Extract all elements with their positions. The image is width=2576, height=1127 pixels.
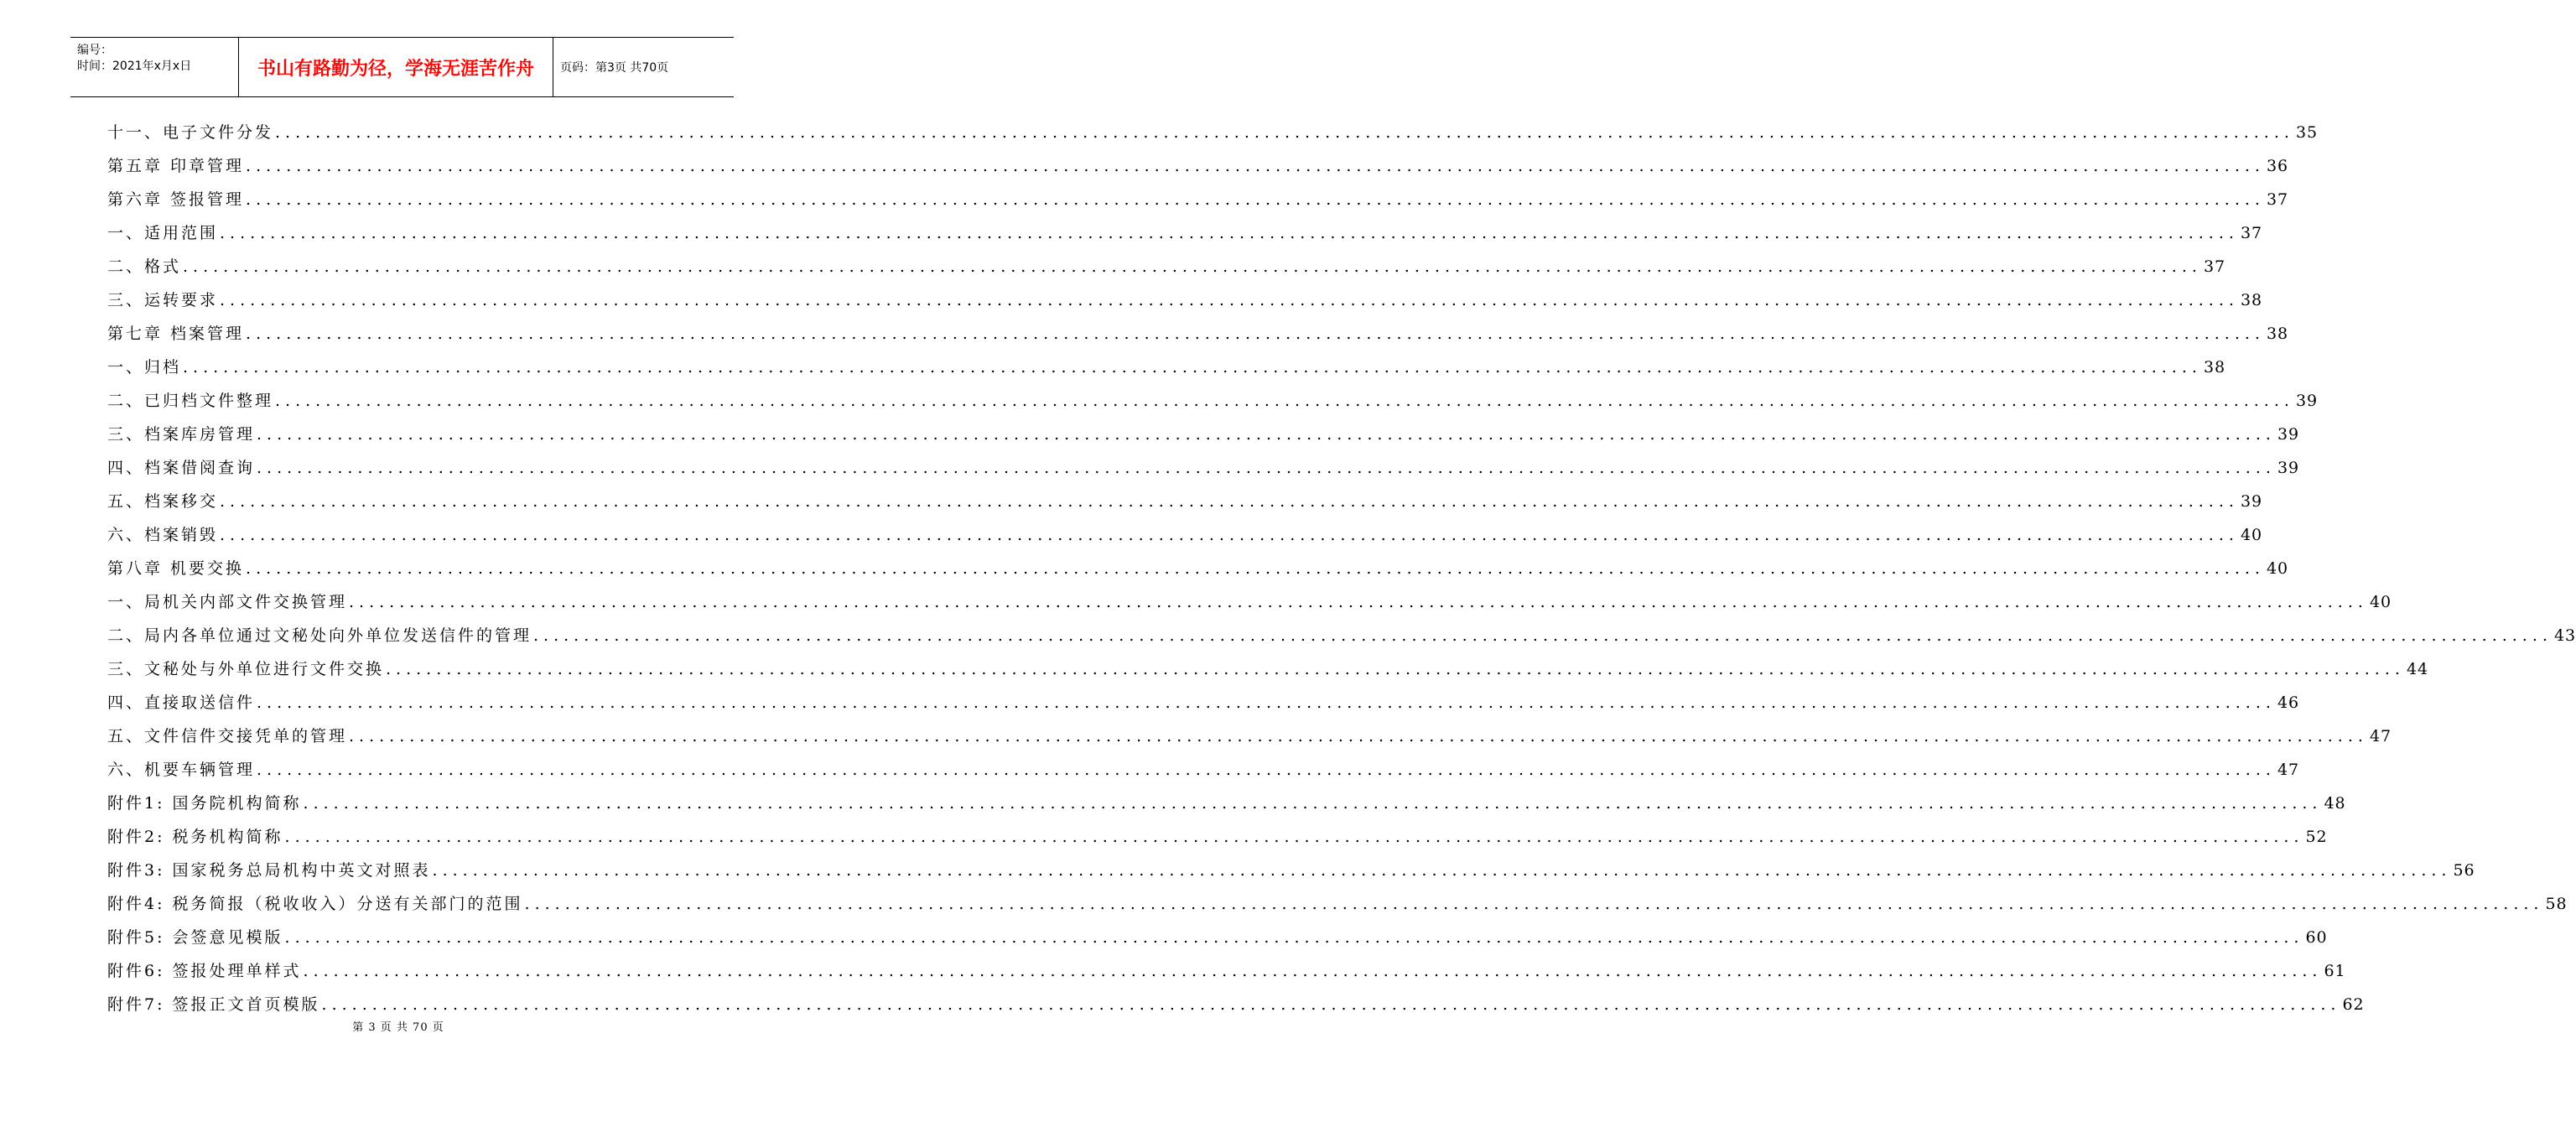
table-of-contents bbox=[107, 116, 2576, 1021]
toc-entry-page: 39 bbox=[2240, 492, 2263, 511]
toc-entry[interactable] bbox=[107, 652, 2429, 686]
toc-leader-dots: ........................................................................................................................................................................................................ bbox=[220, 224, 2239, 242]
toc-entry-page: 61 bbox=[2324, 962, 2346, 980]
toc-entry[interactable] bbox=[107, 787, 2346, 820]
toc-leader-dots: ........................................................................................................................................................................................................ bbox=[524, 895, 2544, 913]
toc-leader-dots: ........................................................................................................................................................................................................ bbox=[220, 291, 2239, 309]
toc-entry[interactable] bbox=[107, 686, 2300, 719]
toc-entry-title: 四、档案借阅查询 bbox=[107, 459, 256, 477]
toc-leader-dots: ........................................................................................................................................................................................................ bbox=[257, 761, 2276, 779]
toc-entry-page: 47 bbox=[2369, 727, 2392, 745]
toc-leader-dots: ........................................................................................................................................................................................................ bbox=[349, 593, 2368, 611]
toc-leader-dots: ........................................................................................................................................................................................................ bbox=[432, 861, 2452, 880]
toc-entry-title: 十一、电子文件分发 bbox=[107, 123, 274, 142]
toc-entry-page: 44 bbox=[2406, 660, 2429, 678]
toc-leader-dots: ........................................................................................................................................................................................................ bbox=[246, 559, 2265, 578]
toc-leader-dots: ........................................................................................................................................................................................................ bbox=[220, 492, 2239, 511]
toc-entry-page: 40 bbox=[2240, 526, 2263, 544]
toc-entry-page: 40 bbox=[2266, 559, 2289, 578]
page-footer: 第 3 页 共 70 页 bbox=[352, 1021, 444, 1034]
toc-entry[interactable] bbox=[107, 418, 2300, 451]
toc-leader-dots: ........................................................................................................................................................................................................ bbox=[284, 928, 2304, 947]
toc-entry-title: 二、格式 bbox=[107, 257, 182, 276]
toc-entry-page: 39 bbox=[2295, 392, 2319, 410]
toc-entry-page: 48 bbox=[2324, 794, 2346, 813]
toc-leader-dots: ........................................................................................................................................................................................................ bbox=[284, 828, 2304, 846]
toc-leader-dots: ........................................................................................................................................................................................................ bbox=[246, 325, 2265, 343]
header-page-info: 页码：第3页 共70页 bbox=[560, 61, 669, 75]
toc-entry-title: 一、适用范围 bbox=[107, 224, 219, 242]
toc-entry-page: 40 bbox=[2369, 593, 2392, 611]
toc-entry[interactable] bbox=[107, 719, 2392, 753]
toc-entry-page: 37 bbox=[2240, 224, 2263, 242]
toc-entry-page: 36 bbox=[2266, 157, 2289, 175]
toc-leader-dots: ........................................................................................................................................................................................................ bbox=[275, 392, 2294, 410]
toc-entry-title: 第六章 签报管理 bbox=[107, 190, 245, 209]
toc-entry[interactable] bbox=[107, 250, 2226, 283]
toc-entry[interactable] bbox=[107, 149, 2289, 183]
toc-entry[interactable] bbox=[107, 619, 2576, 652]
toc-entry-page: 60 bbox=[2305, 928, 2328, 947]
toc-entry[interactable] bbox=[107, 552, 2289, 585]
toc-entry[interactable] bbox=[107, 954, 2346, 988]
toc-entry-page: 38 bbox=[2266, 325, 2289, 343]
toc-leader-dots: ........................................................................................................................................................................................................ bbox=[349, 727, 2368, 745]
toc-entry[interactable] bbox=[107, 116, 2319, 149]
toc-entry-title: 第八章 机要交换 bbox=[107, 559, 245, 578]
page-header bbox=[70, 37, 734, 97]
toc-entry-title: 附件6: 签报处理单样式 bbox=[107, 962, 302, 980]
toc-entry-title: 附件2: 税务机构简称 bbox=[107, 828, 283, 846]
toc-leader-dots: ........................................................................................................................................................................................................ bbox=[183, 358, 2202, 377]
toc-leader-dots: ........................................................................................................................................................................................................ bbox=[321, 995, 2341, 1014]
toc-entry[interactable] bbox=[107, 585, 2392, 619]
toc-entry[interactable] bbox=[107, 317, 2289, 351]
toc-entry[interactable] bbox=[107, 183, 2289, 216]
toc-entry-title: 六、机要车辆管理 bbox=[107, 761, 256, 779]
toc-entry-page: 52 bbox=[2305, 828, 2328, 846]
toc-entry-page: 58 bbox=[2545, 895, 2568, 913]
toc-entry-page: 37 bbox=[2203, 257, 2226, 276]
toc-entry-page: 35 bbox=[2295, 123, 2319, 142]
toc-entry-title: 附件7: 签报正文首页模版 bbox=[107, 995, 320, 1014]
toc-leader-dots: ........................................................................................................................................................................................................ bbox=[220, 526, 2239, 544]
toc-entry-page: 37 bbox=[2266, 190, 2289, 209]
toc-entry-page: 38 bbox=[2240, 291, 2263, 309]
toc-leader-dots: ........................................................................................................................................................................................................ bbox=[246, 190, 2265, 209]
toc-entry-title: 五、档案移交 bbox=[107, 492, 219, 511]
toc-entry-title: 二、已归档文件整理 bbox=[107, 392, 274, 410]
toc-leader-dots: ........................................................................................................................................................................................................ bbox=[275, 123, 2294, 142]
toc-entry[interactable] bbox=[107, 887, 2568, 921]
document-number: 编号： bbox=[77, 44, 112, 57]
toc-entry-page: 39 bbox=[2277, 459, 2300, 477]
document-time: 时间：2021年x月x日 bbox=[77, 60, 192, 73]
toc-leader-dots: ........................................................................................................................................................................................................ bbox=[246, 157, 2265, 175]
toc-entry-title: 第七章 档案管理 bbox=[107, 325, 245, 343]
toc-entry-title: 附件4: 税务简报（税收收入）分送有关部门的范围 bbox=[107, 895, 523, 913]
toc-entry-title: 三、文秘处与外单位进行文件交换 bbox=[107, 660, 385, 678]
toc-leader-dots: ........................................................................................................................................................................................................ bbox=[533, 626, 2553, 645]
toc-leader-dots: ........................................................................................................................................................................................................ bbox=[303, 794, 2323, 813]
toc-entry[interactable] bbox=[107, 283, 2263, 317]
toc-entry[interactable] bbox=[107, 216, 2263, 250]
toc-entry-title: 二、局内各单位通过文秘处向外单位发送信件的管理 bbox=[107, 626, 532, 645]
toc-entry[interactable] bbox=[107, 988, 2365, 1021]
toc-entry-title: 六、档案销毁 bbox=[107, 526, 219, 544]
toc-entry-page: 38 bbox=[2203, 358, 2226, 377]
toc-entry-title: 附件1: 国务院机构简称 bbox=[107, 794, 302, 813]
toc-entry[interactable] bbox=[107, 451, 2300, 485]
toc-entry-page: 39 bbox=[2277, 425, 2300, 444]
toc-entry-title: 一、归档 bbox=[107, 358, 182, 377]
toc-leader-dots: ........................................................................................................................................................................................................ bbox=[257, 693, 2276, 712]
toc-leader-dots: ........................................................................................................................................................................................................ bbox=[183, 257, 2202, 276]
toc-entry[interactable] bbox=[107, 351, 2226, 384]
toc-entry-page: 56 bbox=[2453, 861, 2475, 880]
toc-entry-title: 第五章 印章管理 bbox=[107, 157, 245, 175]
toc-leader-dots: ........................................................................................................................................................................................................ bbox=[257, 459, 2276, 477]
toc-leader-dots: ........................................................................................................................................................................................................ bbox=[257, 425, 2276, 444]
toc-entry-title: 一、局机关内部文件交换管理 bbox=[107, 593, 348, 611]
toc-entry[interactable] bbox=[107, 921, 2328, 954]
toc-entry[interactable] bbox=[107, 485, 2263, 518]
toc-entry-page: 43 bbox=[2553, 626, 2576, 645]
header-motto: 书山有路勤为径，学海无涯苦作舟 bbox=[239, 38, 553, 96]
toc-entry[interactable] bbox=[107, 854, 2475, 887]
toc-entry-page: 62 bbox=[2342, 995, 2365, 1014]
toc-entry[interactable] bbox=[107, 753, 2300, 787]
toc-entry-title: 五、文件信件交接凭单的管理 bbox=[107, 727, 348, 745]
toc-entry[interactable] bbox=[107, 518, 2263, 552]
toc-entry-page: 47 bbox=[2277, 761, 2300, 779]
toc-entry[interactable] bbox=[107, 820, 2328, 854]
toc-entry-page: 46 bbox=[2277, 693, 2300, 712]
toc-entry[interactable] bbox=[107, 384, 2319, 418]
toc-entry-title: 附件5: 会签意见模版 bbox=[107, 928, 283, 947]
toc-entry-title: 三、运转要求 bbox=[107, 291, 219, 309]
toc-entry-title: 三、档案库房管理 bbox=[107, 425, 256, 444]
toc-entry-title: 附件3: 国家税务总局机构中英文对照表 bbox=[107, 861, 431, 880]
toc-leader-dots: ........................................................................................................................................................................................................ bbox=[303, 962, 2323, 980]
toc-entry-title: 四、直接取送信件 bbox=[107, 693, 256, 712]
header-meta bbox=[70, 38, 239, 96]
toc-leader-dots: ........................................................................................................................................................................................................ bbox=[386, 660, 2405, 678]
